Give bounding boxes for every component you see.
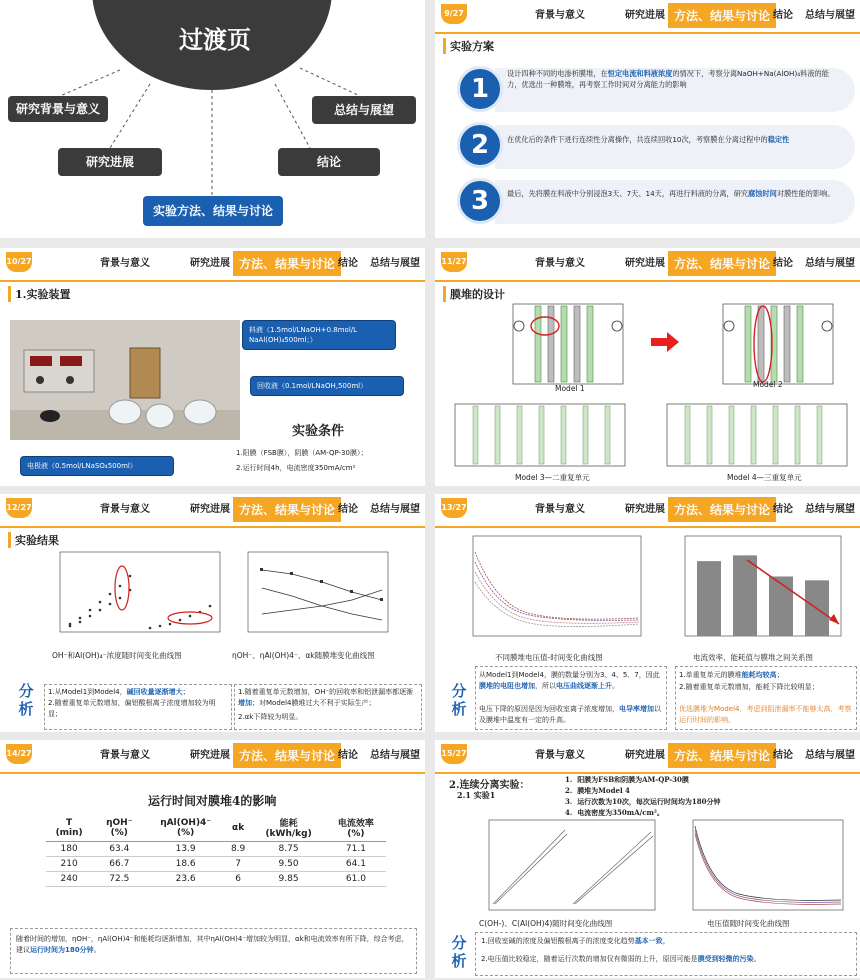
model-label: Model 4—三重复单元 xyxy=(727,473,802,482)
analysis-2: 2.电压值比较稳定，随着运行次数的增加仅有微弱的上升，原因可能是膜受到轻微的污染。 xyxy=(481,955,761,963)
table-header: 电流效率 (%) xyxy=(326,814,386,842)
nav-tab[interactable]: 研究进展 xyxy=(625,750,665,761)
slide-results xyxy=(0,494,425,732)
nav-tab-active[interactable]: 方法、结果与讨论 xyxy=(668,743,776,768)
table-row xyxy=(46,857,386,872)
section-title: 1.实验装置 xyxy=(8,286,70,302)
slide-header xyxy=(0,248,425,282)
conclusion-text: 随着时间的增加，ηOH⁻，ηAl(OH)4⁻和能耗均逐渐增加，其中ηAl(OH)4⁻增加较为明显，αk和电流效率有所下降，综合考虑，建议运行时间为180分钟。 xyxy=(16,935,409,954)
slide-header xyxy=(435,494,860,528)
chart-caption: C(OH-)、C(Al(OH)4)随时间变化曲线图 xyxy=(479,919,613,928)
table-cell: 240 xyxy=(46,872,92,887)
analysis-right-1: 1.随着重复单元数增加，OH⁻的回收率和铝泄漏率都逐渐增加；对Model4膜堆过大不利于实际生产； xyxy=(238,688,414,707)
chart-caption: 电流效率、能耗值与膜堆之间关系图 xyxy=(693,653,813,662)
table-cell: 7 xyxy=(225,857,251,872)
chart-caption: ηOH⁻、ηAl(OH)4⁻、αk随膜堆变化曲线图 xyxy=(232,651,375,660)
nav-tab[interactable]: 背景与意义 xyxy=(535,504,585,515)
section-title: 实验结果 xyxy=(8,532,59,548)
condition-item: 3. 运行次数为10次，每次运行时间均为180分钟 xyxy=(565,797,721,806)
page-number: 12/27 xyxy=(6,498,32,518)
step-number: 2 xyxy=(457,122,503,168)
page-number: 13/27 xyxy=(441,498,467,518)
nav-tab[interactable]: 背景与意义 xyxy=(535,258,585,269)
slide-stack-design xyxy=(435,248,860,486)
nav-tab[interactable]: 总结与展望 xyxy=(370,504,420,515)
analysis-right-2: 2.随着重复单元数增加，能耗下降比较明显； xyxy=(679,683,819,691)
page-number: 10/27 xyxy=(6,252,32,272)
nav-summary[interactable]: 总结与展望 xyxy=(312,96,416,124)
voltage-chart xyxy=(455,532,655,648)
step-bar xyxy=(495,180,855,224)
table-cell: 8.75 xyxy=(251,842,326,857)
nav-tab-active[interactable]: 方法、结果与讨论 xyxy=(233,251,341,276)
table-cell: 13.9 xyxy=(146,842,225,857)
condition-2: 2.运行时间4h，电流密度350mA/cm² xyxy=(236,464,356,472)
nav-tab-active[interactable]: 方法、结果与讨论 xyxy=(668,251,776,276)
slide-title: 过渡页 xyxy=(179,25,251,54)
slide-apparatus xyxy=(0,248,425,486)
table-row xyxy=(46,872,386,887)
page-number: 9/27 xyxy=(441,4,467,24)
analysis-right-2: 2.αk下降较为明显。 xyxy=(238,713,303,721)
chart-caption: 电压值随时间变化曲线图 xyxy=(707,919,790,928)
step-text: 设计四种不同的电渗析膜堆，在恒定电流和料液浓度的情况下，考察分离NaOH+Na(AlOH)₄料液的能力，优选出一种膜堆，再考察工作时间对分离能力的影响 xyxy=(507,69,829,89)
table-cell: 23.6 xyxy=(146,872,225,887)
table-cell: 9.85 xyxy=(251,872,326,887)
nav-tab[interactable]: 背景与意义 xyxy=(535,10,585,21)
table-row xyxy=(46,842,386,857)
nav-tab-active[interactable]: 方法、结果与讨论 xyxy=(668,3,776,28)
table-title: 运行时间对膜堆4的影响 xyxy=(148,794,277,808)
table-cell: 8.9 xyxy=(225,842,251,857)
analysis-left-2: 2.随着重复单元数增加，偏铝酸根离子浓度增加较为明显； xyxy=(48,699,216,718)
table-cell: 210 xyxy=(46,857,92,872)
nav-tab[interactable]: 总结与展望 xyxy=(805,258,855,269)
step-number: 1 xyxy=(457,66,503,112)
section-title: 膜堆的设计 xyxy=(443,286,505,302)
nav-tab[interactable]: 研究进展 xyxy=(625,504,665,515)
analysis-left-2: 电压下降的原因是因为回收室离子浓度增加，电导率增加以及膜堆中温度有一定的升高。 xyxy=(479,705,661,724)
table-header: αk xyxy=(225,814,251,842)
nav-tab[interactable]: 背景与意义 xyxy=(100,750,150,761)
slide-transition xyxy=(0,0,425,238)
table-cell: 63.4 xyxy=(92,842,146,857)
analysis-right-1: 1.单重复单元的膜堆能耗均较高； xyxy=(679,671,784,679)
slide-experiment-plan xyxy=(435,0,860,238)
chart-caption: 不同膜堆电压值-时间变化曲线图 xyxy=(495,653,603,662)
table-cell: 64.1 xyxy=(326,857,386,872)
analysis-label: 分析 xyxy=(451,934,467,970)
section-title: 实验方案 xyxy=(443,38,494,54)
nav-tab[interactable]: 研究进展 xyxy=(190,750,230,761)
slide-header xyxy=(0,494,425,528)
nav-progress[interactable]: 研究进展 xyxy=(58,148,162,176)
recovery-solution-label: 回收液（0.1mol/LNaOH,500ml） xyxy=(250,376,404,396)
nav-background[interactable]: 研究背景与意义 xyxy=(8,96,108,122)
apparatus-photo xyxy=(10,320,240,440)
nav-tab[interactable]: 研究进展 xyxy=(625,10,665,21)
section-title: 2.连续分离实验： xyxy=(449,780,530,791)
energy-bar xyxy=(733,555,757,636)
concentration-run-chart xyxy=(475,816,665,916)
nav-methods-results[interactable]: 实验方法、结果与讨论 xyxy=(143,196,283,226)
step-bar xyxy=(495,125,855,169)
nav-tab[interactable]: 总结与展望 xyxy=(370,258,420,269)
nav-tab[interactable]: 结论 xyxy=(338,504,358,515)
table-cell: 71.1 xyxy=(326,842,386,857)
nav-tab-active[interactable]: 方法、结果与讨论 xyxy=(233,743,341,768)
conditions-title: 实验条件 xyxy=(292,424,345,439)
section-subtitle: 2.1 实验1 xyxy=(457,790,496,800)
table-cell: 180 xyxy=(46,842,92,857)
step-number: 3 xyxy=(457,178,503,224)
table-cell: 18.6 xyxy=(146,857,225,872)
nav-tab[interactable]: 结论 xyxy=(773,504,793,515)
page-number: 15/27 xyxy=(441,744,467,764)
nav-tab[interactable]: 背景与意义 xyxy=(535,750,585,761)
nav-tab[interactable]: 结论 xyxy=(773,258,793,269)
nav-tab[interactable]: 总结与展望 xyxy=(805,10,855,21)
nav-tab[interactable]: 结论 xyxy=(773,10,793,21)
feed-solution-label: 料液（1.5mol/LNaOH+0.8mol/L NaAl(OH)₄500ml；） xyxy=(242,320,396,350)
slide-header xyxy=(0,740,425,774)
nav-tab[interactable]: 结论 xyxy=(338,258,358,269)
analysis-left-1: 从Model1到Model4，膜的数量分别为3、4、5、7，因此膜堆的电阻也增加，所以电压曲线逐渐上升。 xyxy=(479,671,660,690)
efficiency-chart xyxy=(232,548,402,644)
condition-item: 2. 膜堆为Model 4 xyxy=(565,786,630,795)
page-number: 11/27 xyxy=(441,252,467,272)
nav-tab[interactable]: 总结与展望 xyxy=(805,750,855,761)
table-header: 能耗 (kWh/kg) xyxy=(251,814,326,842)
slide-continuous-separation xyxy=(435,740,860,978)
electrode-solution-label: 电极液（0.5mol/LNaSO₄500ml） xyxy=(20,456,174,476)
table-header: ηOH⁻ (%) xyxy=(92,814,146,842)
table-header: T (min) xyxy=(46,814,92,842)
energy-bar-chart xyxy=(673,532,853,648)
nav-conclusion[interactable]: 结论 xyxy=(278,148,380,176)
slide-runtime-table xyxy=(0,740,425,978)
table-cell: 61.0 xyxy=(326,872,386,887)
table-cell: 6 xyxy=(225,872,251,887)
model-label: Model 1 xyxy=(555,384,585,393)
analysis-label: 分析 xyxy=(451,682,467,718)
nav-tab[interactable]: 结论 xyxy=(773,750,793,761)
condition-item: 4. 电流密度为350mA/cm²。 xyxy=(565,808,664,817)
slide-voltage-energy xyxy=(435,494,860,732)
nav-tab-active[interactable]: 方法、结果与讨论 xyxy=(668,497,776,522)
step-text: 在优化后的条件下进行连续性分离操作，共连续回收10次，考察膜在分离过程中的稳定性 xyxy=(507,135,790,144)
nav-tab[interactable]: 研究进展 xyxy=(190,258,230,269)
condition-1: 1.阳膜（FSB膜），阴膜（AM-QP-30膜）； xyxy=(236,449,368,457)
concentration-chart xyxy=(40,548,230,644)
nav-tab[interactable]: 结论 xyxy=(338,750,358,761)
nav-tab-active[interactable]: 方法、结果与讨论 xyxy=(233,497,341,522)
model-label: Model 2 xyxy=(753,380,783,389)
model-label: Model 3—二重复单元 xyxy=(515,473,590,482)
nav-tab[interactable]: 总结与展望 xyxy=(805,504,855,515)
analysis-1: 1.回收室碱的浓度及偏铝酸根离子的浓度变化趋势基本一致， xyxy=(481,937,670,945)
nav-tab[interactable]: 总结与展望 xyxy=(370,750,420,761)
nav-tab[interactable]: 背景与意义 xyxy=(100,504,150,515)
analysis-label: 分析 xyxy=(18,682,34,718)
analysis-left-1: 1.从Model1到Model4，碱回收量逐渐增大； xyxy=(48,688,190,696)
condition-list xyxy=(565,774,855,818)
step-text: 最后，先将膜在料液中分别浸泡3天、7天、14天，再进行料液的分离，研究腐蚀时间对膜性能的影响。 xyxy=(507,189,835,198)
membrane-stack-diagram xyxy=(435,296,860,486)
page-number: 14/27 xyxy=(6,744,32,764)
nav-tab[interactable]: 研究进展 xyxy=(190,504,230,515)
voltage-run-chart xyxy=(679,816,849,916)
condition-item: 1. 阳膜为FSB和阴膜为AM-QP-30膜 xyxy=(565,775,689,784)
nav-tab[interactable]: 研究进展 xyxy=(625,258,665,269)
table-cell: 72.5 xyxy=(92,872,146,887)
slide-header xyxy=(435,740,860,774)
slide-header xyxy=(435,0,860,34)
analysis-right-3: 优选膜堆为Model4，考虑到阻泄漏率不能够太高，考察运行时间的影响。 xyxy=(679,705,852,724)
table-cell: 9.50 xyxy=(251,857,326,872)
energy-bar xyxy=(697,561,721,636)
chart-caption: OH⁻和Al(OH)₄⁻浓度随时间变化曲线图 xyxy=(52,651,182,660)
energy-bar xyxy=(769,576,793,636)
table-header: ηAl(OH)4⁻ (%) xyxy=(146,814,225,842)
runtime-table xyxy=(46,814,386,887)
nav-tab[interactable]: 背景与意义 xyxy=(100,258,150,269)
table-cell: 66.7 xyxy=(92,857,146,872)
slide-header xyxy=(435,248,860,282)
